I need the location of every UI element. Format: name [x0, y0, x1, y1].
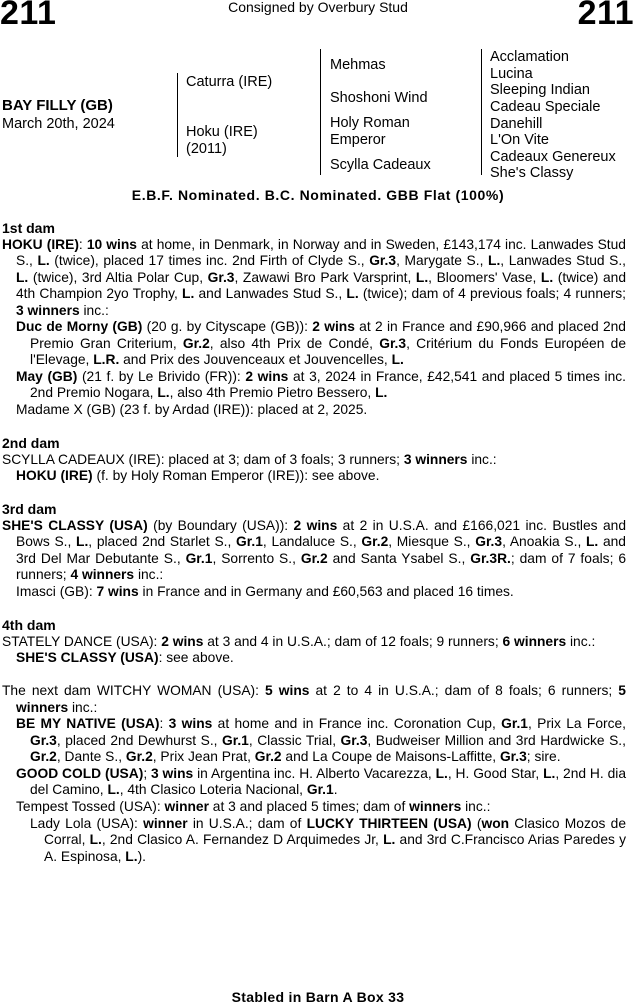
progeny-lady-lola: Lady Lola (USA): winner in U.S.A.; dam of LUCKY THIRTEEN (USA) (won Clasico Mozos de Corral, L., 2nd Clasico A. Fernandez D Arquimedes Jr, L. and 3rd C.Francisco Arias Paredes y A. Espinosa, L.).: [30, 815, 626, 864]
pedigree-gen4-8: She's Classy: [490, 165, 574, 181]
pedigree-gen4-5: Danehill: [490, 116, 543, 132]
lot-number-left: 211: [0, 0, 57, 32]
pedigree-dam-year: (2011): [186, 141, 227, 157]
progeny-be-my-native: BE MY NATIVE (USA): 3 wins at home and in France inc. Coronation Cup, Gr.1, Prix La Force, Gr.3, placed 2nd Dewhurst S., Gr.1, Classic Trial, Gr.3, Budweiser Million and 3rd Hardwicke S., Gr.2, Dante S., Gr.2, Prix Jean Prat, Gr.2 and La Coupe de Maisons-Laffitte, Gr.3; sire.: [16, 716, 626, 765]
pedigree-gen4-7: Cadeaux Genereux: [490, 149, 616, 165]
next-dam-entry: The next dam WITCHY WOMAN (USA): 5 wins at 2 to 4 in U.S.A.; dam of 8 foals; 6 runners; 5 winners inc.:: [2, 683, 626, 715]
second-dam-heading: 2nd dam: [2, 435, 60, 452]
pedigree-divider-3: [481, 49, 482, 175]
progeny-good-cold: GOOD COLD (USA); 3 wins in Argentina inc. H. Alberto Vacarezza, L., H. Good Star, L., 2nd H. dia del Camino, L., 4th Clasico Loteria Nacional, Gr.1.: [16, 765, 626, 798]
section-gap: [2, 667, 626, 684]
pedigree-gen4-4: Cadeau Speciale: [490, 99, 601, 115]
pedigree-gen4-3: Sleeping Indian: [490, 82, 590, 98]
pedigree-dam: Hoku (IRE): [186, 124, 258, 140]
progeny-may: May (GB) (21 f. by Le Brivido (FR)): 2 wins at 3, 2024 in France, £42,541 and placed 5 times inc. 2nd Premio Nogara, L., also 4th Premio Pietro Bessero, L.: [16, 368, 626, 401]
fourth-dam-progeny: SHE'S CLASSY (USA): see above.: [16, 650, 234, 666]
pedigree-gen3-2: Shoshoni Wind: [330, 90, 428, 106]
pedigree-divider-1: [177, 73, 178, 157]
first-dam-heading: 1st dam: [2, 220, 55, 236]
second-dam-entry: SCYLLA CADEAUX (IRE): placed at 3; dam of 3 foals; 3 runners; 3 winners inc.:: [2, 451, 497, 467]
third-dam-heading: 3rd dam: [2, 501, 57, 518]
stabling-info: Stabled in Barn A Box 33: [231, 989, 405, 1005]
horse-name: BAY FILLY (GB): [2, 97, 113, 114]
consignor: Consigned by Overbury Stud: [228, 0, 408, 15]
pedigree-gen4-1: Acclamation: [490, 49, 569, 65]
pedigree-gen4-6: L'On Vite: [490, 132, 549, 148]
pedigree-notes: [2, 220, 626, 865]
first-dam-entry: HOKU (IRE): 10 wins at home, in Denmark, in Norway and in Sweden, £143,174 inc. Lanwades Stud S., L. (twice), placed 17 times inc. 2nd Firth of Clyde S., Gr.3, Marygate S., L., Lanwades Stud S., L. (twice), 3rd Altia Polar Cup, Gr.3, Zawawi Bro Park Varsprint, L., Bloomers' Vase, L. (twice) and 4th Champion 2yo Trophy, L. and Lanwades Stud S., L. (twice); dam of 4 previous foals; 4 runners; 3 winners inc.:: [2, 236, 627, 318]
foaling-date: March 20th, 2024: [2, 116, 115, 132]
second-dam-progeny: HOKU (IRE) (f. by Holy Roman Emperor (IRE)): see above.: [16, 468, 380, 484]
progeny-tempest-tossed: Tempest Tossed (USA): winner at 3 and placed 5 times; dam of winners inc.:: [16, 798, 491, 814]
pedigree-divider-2: [320, 49, 321, 175]
progeny-duc-de-morny: Duc de Morny (GB) (20 g. by Cityscape (GB)): 2 wins at 2 in France and £90,966 and placed 2nd Premio Gran Criterium, Gr.2, also 4th Prix de Condé, Gr.3, Critérium du Fonds Européen de l'Elevage, L.R. and Prix des Jouvenceaux et Jouvencelles, L.: [16, 319, 626, 368]
pedigree-gen3-1: Mehmas: [330, 57, 386, 73]
nominations: E.B.F. Nominated. B.C. Nominated. GBB Flat (100%): [131, 187, 505, 203]
pedigree-gen4-2: Lucina: [490, 66, 533, 82]
fourth-dam-entry: STATELY DANCE (USA): 2 wins at 3 and 4 in U.S.A.; dam of 12 foals; 9 runners; 6 winners inc.:: [2, 633, 596, 649]
lot-number-right: 211: [577, 0, 634, 32]
pedigree-sire: Caturra (IRE): [186, 74, 273, 90]
third-dam-progeny: Imasci (GB): 7 wins in France and in Germany and £60,563 and placed 16 times.: [16, 583, 514, 599]
third-dam-entry: SHE'S CLASSY (USA) (by Boundary (USA)): 2 wins at 2 in U.S.A. and £166,021 inc. Bustles and Bows S., L., placed 2nd Starlet S., Gr.1, Landaluce S., Gr.2, Miesque S., Gr.3, Anoakia S., L. and 3rd Del Mar Debutante S., Gr.1, Sorrento S., Gr.2 and Santa Ysabel S., Gr.3R.; dam of 7 foals; 6 runners; 4 winners inc.:: [2, 517, 627, 583]
pedigree-gen3-4: Scylla Cadeaux: [330, 157, 431, 173]
fourth-dam-heading: 4th dam: [2, 616, 56, 633]
progeny-madame-x: Madame X (GB) (23 f. by Ardad (IRE)): placed at 2, 2025.: [16, 402, 368, 418]
pedigree-gen3-3b: Emperor: [330, 132, 386, 148]
pedigree-gen3-3: Holy Roman: [330, 115, 410, 131]
